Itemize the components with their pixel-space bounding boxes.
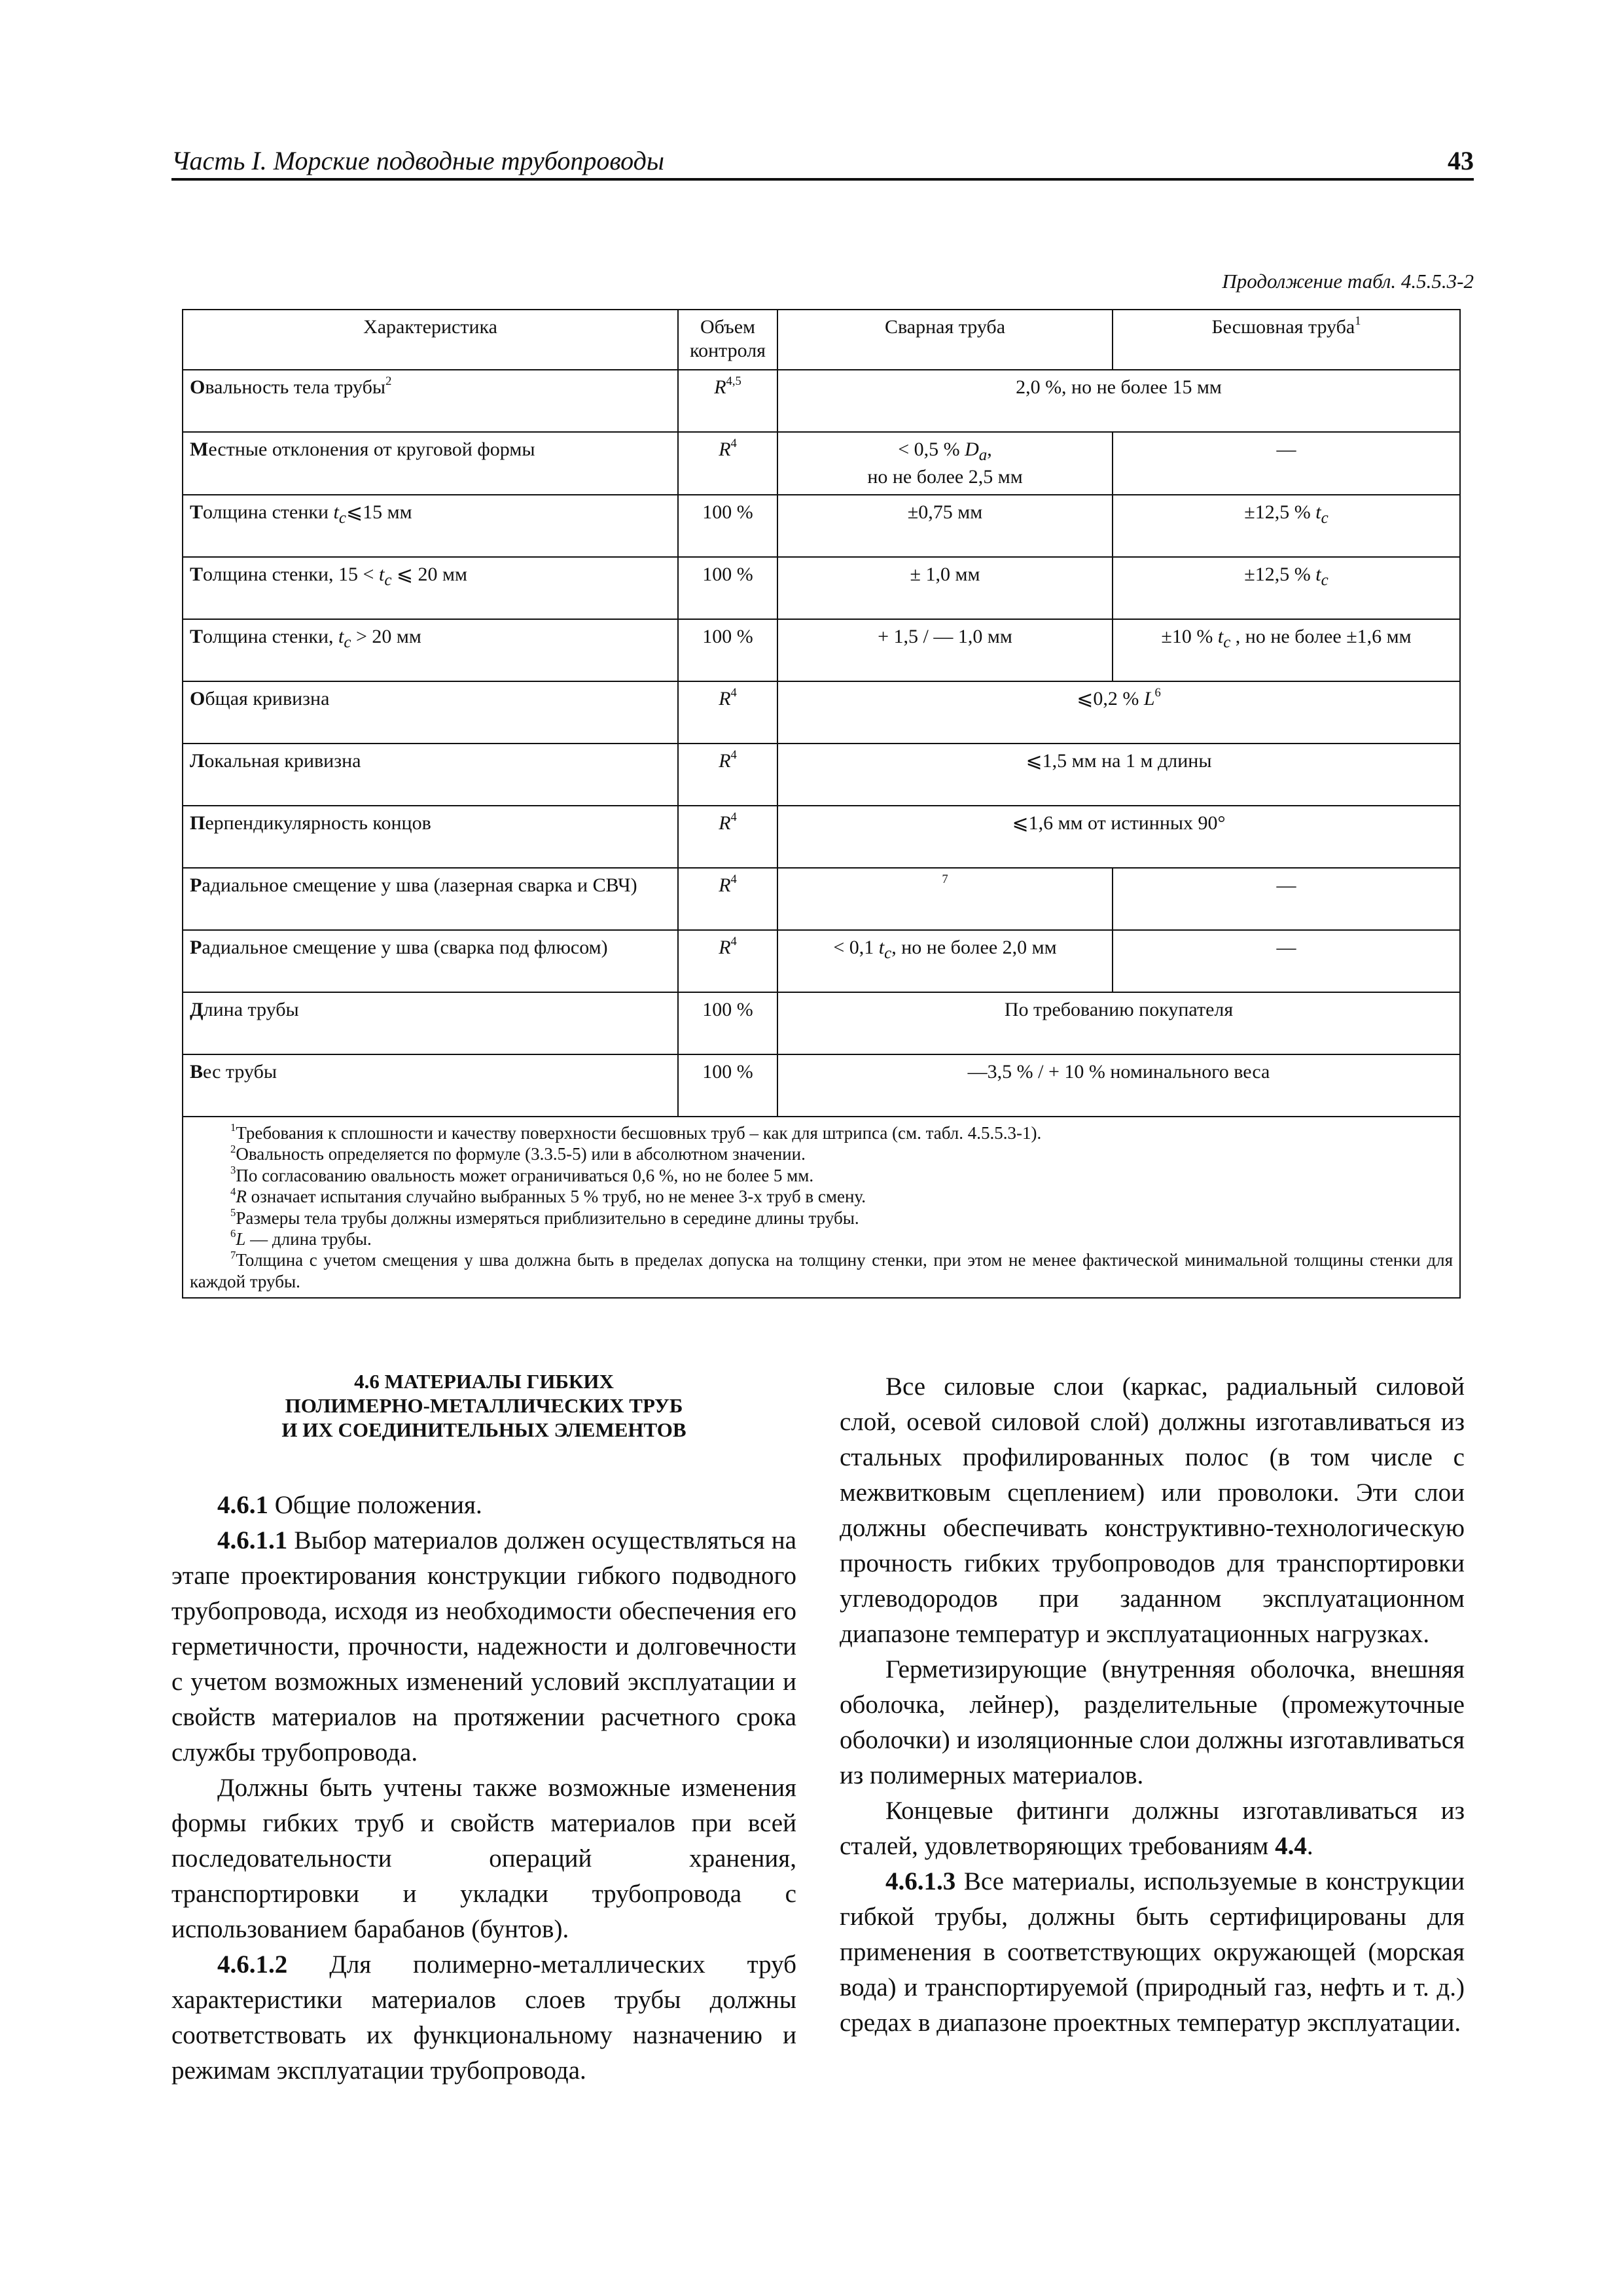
cell-volume: R$^{4,5}$ bbox=[678, 370, 777, 432]
paragraph: 4.6.1.1 Выбор материалов должен осуществляться на этапе проектирования конструкции гибкого подводного трубопровода, исходя из необходимости обеспечения его герметичности, прочности, надежности и долговечности с учетом возможных изменений условий эксплуатации и свойств материалов на протяжении расчетного срока службы трубопровода. bbox=[171, 1526, 796, 1767]
footnote: $^4$R означает испытания случайно выбранных 5 % труб, но не менее 3-х труб в смену. bbox=[230, 1185, 866, 1207]
cell-welded: ± 1,0 мм bbox=[777, 557, 1113, 619]
cell-characteristic: Местные отклонения от круговой формы bbox=[183, 432, 678, 495]
cell-value: ⩽1,5 мм на 1 м длины bbox=[777, 744, 1460, 806]
cell-characteristic: Радиальное смещение у шва (лазерная сварка и СВЧ) bbox=[183, 868, 678, 930]
spec-table bbox=[182, 309, 1461, 1299]
cell-welded: + 1,5 / — 1,0 мм bbox=[777, 619, 1113, 681]
cell-value: По требованию покупателя bbox=[777, 992, 1460, 1054]
cell-volume: $R^4$ bbox=[678, 930, 777, 992]
paragraph: 4.6.1.2 Для полимерно-металлических труб характеристики материалов слоев трубы должны соответствовать их функциональному назначению и режимам эксплуатации трубопровода. bbox=[171, 1950, 796, 2085]
page-number: 43 bbox=[1448, 146, 1474, 175]
cell-volume: $R^4$ bbox=[678, 432, 777, 495]
cell-welded: < 0,1 $t_c$, но не более 2,0 мм bbox=[777, 930, 1113, 992]
paragraph: Должны быть учтены также возможные изменения формы гибких труб и свойств материалов при всей последовательности операций хранения, транспортировки и укладки трубопровода с использованием барабанов (бунтов). bbox=[171, 1774, 796, 1943]
footnote: $^1$Требования к сплошности и качеству поверхности бесшовных труб – как для штрипса (см. табл. 4.5.5.3-1). bbox=[230, 1121, 1042, 1143]
cell-volume: $R^4$ bbox=[678, 806, 777, 868]
table-row bbox=[183, 619, 1460, 681]
table-footnotes bbox=[183, 1117, 1460, 1298]
cell-volume: 100 % bbox=[678, 495, 777, 557]
table-row bbox=[183, 432, 1460, 495]
table-row bbox=[183, 370, 1460, 432]
table-row bbox=[183, 681, 1460, 744]
cell-volume: 100 % bbox=[678, 557, 777, 619]
paragraph: Все силовые слои (каркас, радиальный силовой слой, осевой силовой слой) должны изготавливаться из стальных профилированных полос (в том числе с межвитковым сцеплением) или проволоки. Эти слои должны обеспечивать конструктивно-технологическую прочность гибких трубопроводов для транспортировки углеводородов при заданном эксплуатационном диапазоне температур и эксплуатационных нагрузках. bbox=[840, 1372, 1465, 1648]
footnote: $^2$Овальность определяется по формуле (3.3.5-5) или в абсолютном значении. bbox=[230, 1142, 806, 1164]
paragraph: 4.6.1 Общие положения. bbox=[217, 1491, 482, 1519]
right-column bbox=[840, 1369, 1465, 2041]
cell-value: 2,0 %, но не более 15 мм bbox=[777, 370, 1460, 432]
table-row bbox=[183, 930, 1460, 992]
cell-value: ⩽1,6 мм от истинных 90° bbox=[777, 806, 1460, 868]
cell-seamless: — bbox=[1113, 868, 1460, 930]
cell-seamless: — bbox=[1113, 930, 1460, 992]
cell-volume: 100 % bbox=[678, 992, 777, 1054]
cell-characteristic: Толщина стенки, $t_c > 20$ мм bbox=[183, 619, 678, 681]
table-row bbox=[183, 557, 1460, 619]
table-row bbox=[183, 806, 1460, 868]
table-header-row bbox=[183, 310, 1460, 370]
cell-seamless: — bbox=[1113, 432, 1460, 495]
table-row bbox=[183, 744, 1460, 806]
cell-characteristic: Толщина стенки $t_c⩽15$ мм bbox=[183, 495, 678, 557]
table-row bbox=[183, 992, 1460, 1054]
cell-welded: ±0,75 мм bbox=[777, 495, 1113, 557]
cell-characteristic: Длина трубы bbox=[183, 992, 678, 1054]
cell-welded: < 0,5 % $D_a$, но не более 2,5 мм bbox=[777, 432, 1113, 495]
cell-seamless: ±10 % $t_c$ , но не более ±1,6 мм bbox=[1113, 619, 1460, 681]
footnote: $^7$Толщина с учетом смещения у шва должна быть в пределах допуска на толщину стенки, при этом не менее фактической минимальной толщины стенки для каждой трубы. bbox=[190, 1248, 1453, 1291]
running-header bbox=[171, 145, 1474, 179]
table-row bbox=[183, 495, 1460, 557]
cell-value: —3,5 % / + 10 % номинального веса bbox=[777, 1054, 1460, 1117]
paragraph: Концевые фитинги должны изготавливаться из сталей, удовлетворяющих требованиям 4.4. bbox=[840, 1797, 1465, 1860]
footnote: $^6$L — длина трубы. bbox=[230, 1227, 372, 1249]
section-title: 4.6 МАТЕРИАЛЫ ГИБКИХ ПОЛИМЕРНО-МЕТАЛЛИЧЕСКИХ ТРУБ И ИХ СОЕДИНИТЕЛЬНЫХ ЭЛЕМЕНТОВ bbox=[281, 1370, 687, 1441]
header-welded: Сварная труба bbox=[777, 310, 1113, 370]
header-rule bbox=[171, 178, 1474, 181]
table-footnotes-row bbox=[183, 1117, 1460, 1298]
cell-characteristic: Перпендикулярность концов bbox=[183, 806, 678, 868]
cell-characteristic: Толщина стенки, $15 < t_c$ ⩽ 20 мм bbox=[183, 557, 678, 619]
cell-characteristic: Локальная кривизна bbox=[183, 744, 678, 806]
cell-volume: 100 % bbox=[678, 1054, 777, 1117]
running-header-title: Часть I. Морские подводные трубопроводы bbox=[171, 146, 664, 175]
paragraph: Герметизирующие (внутренняя оболочка, внешняя оболочка, лейнер), разделительные (промежуточные оболочки) и изоляционные слои должны изготавливаться из полимерных материалов. bbox=[840, 1655, 1465, 1789]
cell-seamless: ±12,5 % $t_c$ bbox=[1113, 495, 1460, 557]
header-seamless: Бесшовная труба$^1$ bbox=[1113, 310, 1460, 370]
footnote: $^5$Размеры тела трубы должны измеряться приблизительно в середине длины трубы. bbox=[230, 1206, 859, 1228]
paragraph: 4.6.1.3 Все материалы, используемые в конструкции гибкой трубы, должны быть сертифицированы для применения в соответствующих окружающей (морская вода) и транспортируемой (природный газ, нефть и т. д.) средах в диапазоне проектных температур эксплуатации. bbox=[840, 1867, 1465, 2037]
table-row bbox=[183, 868, 1460, 930]
cell-value: ⩽0,2 % $L^6$ bbox=[777, 681, 1460, 744]
cell-seamless: ±12,5 % $t_c$ bbox=[1113, 557, 1460, 619]
cell-characteristic: Радиальное смещение у шва (сварка под флюсом) bbox=[183, 930, 678, 992]
cell-volume: 100 % bbox=[678, 619, 777, 681]
cell-characteristic: Общая кривизна bbox=[183, 681, 678, 744]
cell-welded: 7 bbox=[777, 868, 1113, 930]
left-column bbox=[171, 1369, 796, 2089]
cell-characteristic: Вес трубы bbox=[183, 1054, 678, 1117]
cell-volume: $R^4$ bbox=[678, 681, 777, 744]
table-row bbox=[183, 1054, 1460, 1117]
header-volume: Объем контроля bbox=[678, 310, 777, 370]
cell-volume: $R^4$ bbox=[678, 868, 777, 930]
cell-volume: $R^4$ bbox=[678, 744, 777, 806]
cell-characteristic: Овальность тела трубы$^2$ bbox=[183, 370, 678, 432]
footnote: $^3$По согласованию овальность может ограничиваться 0,6 %, но не более 5 мм. bbox=[230, 1164, 814, 1185]
table-caption: Продолжение табл. 4.5.5.3-2 bbox=[1222, 270, 1474, 293]
header-characteristic: Характеристика bbox=[183, 310, 678, 370]
